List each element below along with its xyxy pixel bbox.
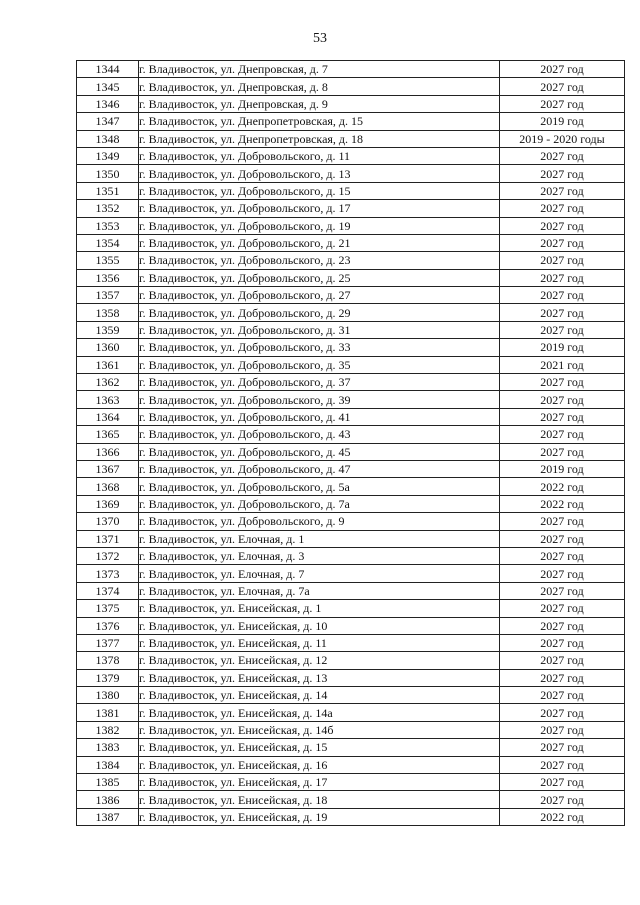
row-number-cell: 1364: [77, 408, 139, 425]
period-cell: 2027 год: [500, 513, 625, 530]
table-row: [77, 687, 625, 704]
row-number-cell: 1371: [77, 530, 139, 547]
address-cell: г. Владивосток, ул. Добровольского, д. 13: [139, 165, 500, 182]
row-number-cell: 1376: [77, 617, 139, 634]
table-row: [77, 547, 625, 564]
period-cell: 2027 год: [500, 617, 625, 634]
table-row: [77, 374, 625, 391]
table-row: [77, 460, 625, 477]
period-cell: 2027 год: [500, 426, 625, 443]
table-row: [77, 356, 625, 373]
period-cell: 2027 год: [500, 182, 625, 199]
address-cell: г. Владивосток, ул. Добровольского, д. 33: [139, 339, 500, 356]
row-number-cell: 1375: [77, 600, 139, 617]
period-cell: 2027 год: [500, 304, 625, 321]
table-row: [77, 443, 625, 460]
row-number-cell: 1379: [77, 669, 139, 686]
period-cell: 2027 год: [500, 756, 625, 773]
period-cell: 2027 год: [500, 565, 625, 582]
period-cell: 2027 год: [500, 582, 625, 599]
address-cell: г. Владивосток, ул. Днепропетровская, д. 15: [139, 113, 500, 130]
period-cell: 2027 год: [500, 234, 625, 251]
period-cell: 2027 год: [500, 374, 625, 391]
table-row: [77, 600, 625, 617]
address-cell: г. Владивосток, ул. Енисейская, д. 14а: [139, 704, 500, 721]
address-cell: г. Владивосток, ул. Добровольского, д. 11: [139, 147, 500, 164]
row-number-cell: 1383: [77, 739, 139, 756]
table-row: [77, 78, 625, 95]
row-number-cell: 1355: [77, 252, 139, 269]
row-number-cell: 1381: [77, 704, 139, 721]
address-cell: г. Владивосток, ул. Енисейская, д. 1: [139, 600, 500, 617]
period-cell: 2027 год: [500, 721, 625, 738]
period-cell: 2022 год: [500, 808, 625, 825]
period-cell: 2027 год: [500, 530, 625, 547]
table-row: [77, 617, 625, 634]
table-row: [77, 234, 625, 251]
table-row: [77, 426, 625, 443]
table-row: [77, 704, 625, 721]
period-cell: 2027 год: [500, 287, 625, 304]
address-cell: г. Владивосток, ул. Днепровская, д. 9: [139, 95, 500, 112]
row-number-cell: 1354: [77, 234, 139, 251]
period-cell: 2027 год: [500, 669, 625, 686]
row-number-cell: 1385: [77, 774, 139, 791]
address-cell: г. Владивосток, ул. Енисейская, д. 14: [139, 687, 500, 704]
address-cell: г. Владивосток, ул. Добровольского, д. 7а: [139, 495, 500, 512]
row-number-cell: 1347: [77, 113, 139, 130]
table-row: [77, 774, 625, 791]
table-row: [77, 61, 625, 78]
table-row: [77, 217, 625, 234]
address-cell: г. Владивосток, ул. Добровольского, д. 17: [139, 200, 500, 217]
address-cell: г. Владивосток, ул. Енисейская, д. 11: [139, 634, 500, 651]
address-cell: г. Владивосток, ул. Елочная, д. 7: [139, 565, 500, 582]
period-cell: 2027 год: [500, 95, 625, 112]
period-cell: 2027 год: [500, 391, 625, 408]
period-cell: 2027 год: [500, 321, 625, 338]
address-cell: г. Владивосток, ул. Енисейская, д. 19: [139, 808, 500, 825]
table-row: [77, 321, 625, 338]
table-row: [77, 252, 625, 269]
address-cell: г. Владивосток, ул. Добровольского, д. 15: [139, 182, 500, 199]
address-cell: г. Владивосток, ул. Добровольского, д. 29: [139, 304, 500, 321]
table-row: [77, 130, 625, 147]
table-row: [77, 669, 625, 686]
row-number-cell: 1344: [77, 61, 139, 78]
period-cell: 2027 год: [500, 774, 625, 791]
table-row: [77, 565, 625, 582]
row-number-cell: 1346: [77, 95, 139, 112]
period-cell: 2027 год: [500, 547, 625, 564]
row-number-cell: 1345: [77, 78, 139, 95]
period-cell: 2027 год: [500, 652, 625, 669]
row-number-cell: 1382: [77, 721, 139, 738]
table-row: [77, 339, 625, 356]
row-number-cell: 1386: [77, 791, 139, 808]
address-cell: г. Владивосток, ул. Днепровская, д. 8: [139, 78, 500, 95]
period-cell: 2027 год: [500, 739, 625, 756]
row-number-cell: 1358: [77, 304, 139, 321]
row-number-cell: 1352: [77, 200, 139, 217]
row-number-cell: 1365: [77, 426, 139, 443]
address-cell: г. Владивосток, ул. Днепропетровская, д. 18: [139, 130, 500, 147]
row-number-cell: 1353: [77, 217, 139, 234]
period-cell: 2027 год: [500, 634, 625, 651]
row-number-cell: 1366: [77, 443, 139, 460]
address-cell: г. Владивосток, ул. Добровольского, д. 19: [139, 217, 500, 234]
table-row: [77, 582, 625, 599]
row-number-cell: 1384: [77, 756, 139, 773]
address-cell: г. Владивосток, ул. Добровольского, д. 9: [139, 513, 500, 530]
row-number-cell: 1368: [77, 478, 139, 495]
table-row: [77, 791, 625, 808]
period-cell: 2027 год: [500, 147, 625, 164]
address-cell: г. Владивосток, ул. Добровольского, д. 21: [139, 234, 500, 251]
row-number-cell: 1380: [77, 687, 139, 704]
period-cell: 2019 год: [500, 460, 625, 477]
row-number-cell: 1374: [77, 582, 139, 599]
table-row: [77, 739, 625, 756]
table-row: [77, 652, 625, 669]
period-cell: 2027 год: [500, 791, 625, 808]
row-number-cell: 1349: [77, 147, 139, 164]
table-row: [77, 495, 625, 512]
row-number-cell: 1350: [77, 165, 139, 182]
address-cell: г. Владивосток, ул. Енисейская, д. 13: [139, 669, 500, 686]
table-row: [77, 808, 625, 825]
row-number-cell: 1351: [77, 182, 139, 199]
row-number-cell: 1357: [77, 287, 139, 304]
address-cell: г. Владивосток, ул. Елочная, д. 3: [139, 547, 500, 564]
address-cell: г. Владивосток, ул. Енисейская, д. 16: [139, 756, 500, 773]
row-number-cell: 1363: [77, 391, 139, 408]
row-number-cell: 1377: [77, 634, 139, 651]
address-cell: г. Владивосток, ул. Енисейская, д. 10: [139, 617, 500, 634]
row-number-cell: 1359: [77, 321, 139, 338]
row-number-cell: 1387: [77, 808, 139, 825]
period-cell: 2027 год: [500, 443, 625, 460]
table-row: [77, 147, 625, 164]
address-cell: г. Владивосток, ул. Добровольского, д. 27: [139, 287, 500, 304]
address-cell: г. Владивосток, ул. Днепровская, д. 7: [139, 61, 500, 78]
table-row: [77, 287, 625, 304]
address-cell: г. Владивосток, ул. Добровольского, д. 37: [139, 374, 500, 391]
period-cell: 2027 год: [500, 217, 625, 234]
period-cell: 2022 год: [500, 478, 625, 495]
table-row: [77, 530, 625, 547]
address-cell: г. Владивосток, ул. Добровольского, д. 5а: [139, 478, 500, 495]
row-number-cell: 1370: [77, 513, 139, 530]
table-row: [77, 391, 625, 408]
period-cell: 2027 год: [500, 200, 625, 217]
table-row: [77, 408, 625, 425]
table-row: [77, 113, 625, 130]
table-row: [77, 165, 625, 182]
address-cell: г. Владивосток, ул. Енисейская, д. 14б: [139, 721, 500, 738]
address-cell: г. Владивосток, ул. Енисейская, д. 18: [139, 791, 500, 808]
period-cell: 2021 год: [500, 356, 625, 373]
period-cell: 2019 - 2020 годы: [500, 130, 625, 147]
period-cell: 2027 год: [500, 687, 625, 704]
table-row: [77, 756, 625, 773]
address-cell: г. Владивосток, ул. Добровольского, д. 25: [139, 269, 500, 286]
row-number-cell: 1369: [77, 495, 139, 512]
table-row: [77, 269, 625, 286]
address-cell: г. Владивосток, ул. Елочная, д. 7а: [139, 582, 500, 599]
address-cell: г. Владивосток, ул. Енисейская, д. 17: [139, 774, 500, 791]
row-number-cell: 1373: [77, 565, 139, 582]
period-cell: 2027 год: [500, 165, 625, 182]
address-cell: г. Владивосток, ул. Добровольского, д. 41: [139, 408, 500, 425]
address-cell: г. Владивосток, ул. Енисейская, д. 15: [139, 739, 500, 756]
period-cell: 2027 год: [500, 252, 625, 269]
table-row: [77, 478, 625, 495]
table-row: [77, 304, 625, 321]
row-number-cell: 1372: [77, 547, 139, 564]
table-row: [77, 634, 625, 651]
table-row: [77, 200, 625, 217]
table-row: [77, 513, 625, 530]
row-number-cell: 1367: [77, 460, 139, 477]
row-number-cell: 1360: [77, 339, 139, 356]
period-cell: 2027 год: [500, 600, 625, 617]
period-cell: 2022 год: [500, 495, 625, 512]
period-cell: 2019 год: [500, 113, 625, 130]
table-row: [77, 721, 625, 738]
row-number-cell: 1361: [77, 356, 139, 373]
address-cell: г. Владивосток, ул. Добровольского, д. 43: [139, 426, 500, 443]
period-cell: 2027 год: [500, 61, 625, 78]
address-cell: г. Владивосток, ул. Добровольского, д. 35: [139, 356, 500, 373]
address-cell: г. Владивосток, ул. Добровольского, д. 23: [139, 252, 500, 269]
period-cell: 2027 год: [500, 408, 625, 425]
table-row: [77, 95, 625, 112]
address-cell: г. Владивосток, ул. Добровольского, д. 45: [139, 443, 500, 460]
period-cell: 2027 год: [500, 78, 625, 95]
row-number-cell: 1362: [77, 374, 139, 391]
period-cell: 2027 год: [500, 269, 625, 286]
row-number-cell: 1348: [77, 130, 139, 147]
address-schedule-table: [76, 60, 625, 826]
row-number-cell: 1378: [77, 652, 139, 669]
page-number: 53: [313, 31, 327, 46]
address-cell: г. Владивосток, ул. Енисейская, д. 12: [139, 652, 500, 669]
table-body: [77, 61, 625, 826]
period-cell: 2019 год: [500, 339, 625, 356]
row-number-cell: 1356: [77, 269, 139, 286]
period-cell: 2027 год: [500, 704, 625, 721]
table-row: [77, 182, 625, 199]
address-cell: г. Владивосток, ул. Елочная, д. 1: [139, 530, 500, 547]
address-cell: г. Владивосток, ул. Добровольского, д. 47: [139, 460, 500, 477]
address-cell: г. Владивосток, ул. Добровольского, д. 39: [139, 391, 500, 408]
address-cell: г. Владивосток, ул. Добровольского, д. 31: [139, 321, 500, 338]
